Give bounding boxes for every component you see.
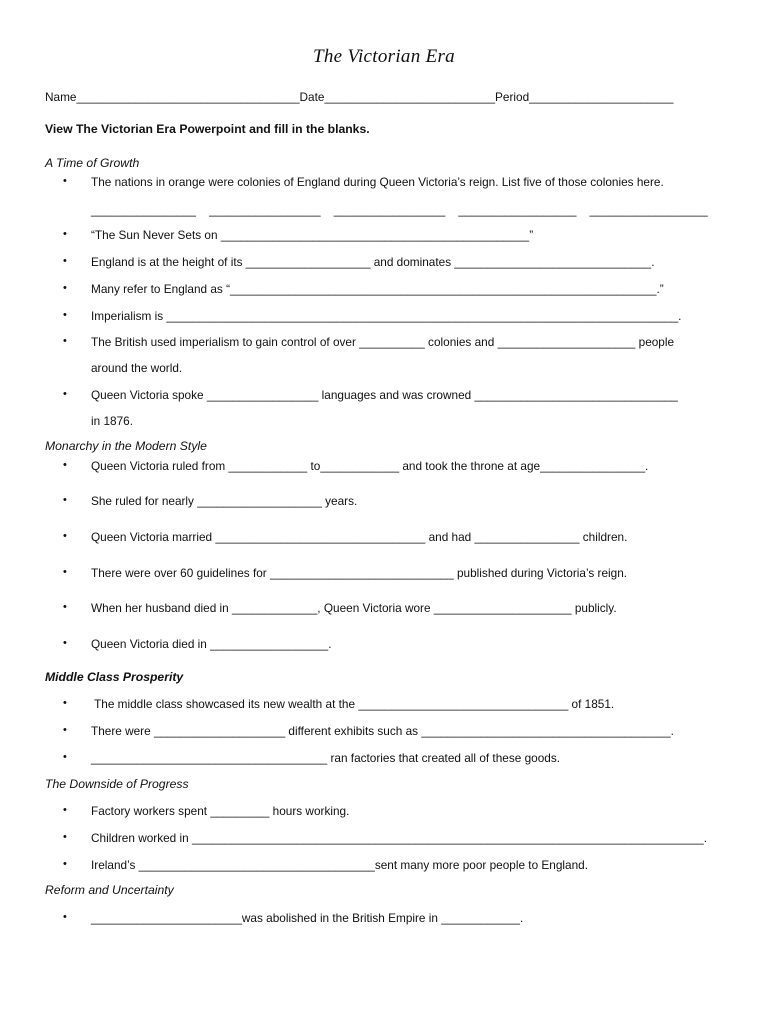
bullet: • [63,255,67,267]
item-text: Queen Victoria spoke _________________ languages and was crowned _______________________________ [91,388,678,402]
item-text: Children worked in ______________________________________________________________________________. [91,831,708,845]
bullet: • [63,566,67,578]
bullet: • [63,228,67,240]
page-title: The Victorian Era [313,46,455,67]
item-text: Imperialism is ______________________________________________________________________________. [91,309,682,323]
section-heading-reform: Reform and Uncertainty [45,883,174,897]
item-text: She ruled for nearly ___________________ years. [91,494,358,508]
bullet: • [63,911,67,923]
item-text: There were over 60 guidelines for ____________________________ published during Victoria’s reign. [91,566,628,580]
item-text: The British used imperialism to gain control of over __________ colonies and _____________________ people [91,335,675,349]
bullet: • [63,751,67,763]
item-text: _______________________was abolished in the British Empire in ____________. [91,911,524,925]
bullet: • [63,494,67,506]
item-continuation: around the world. [91,361,183,375]
section-heading-downside: The Downside of Progress [45,777,189,791]
name-date-period-line[interactable]: Name__________________________________Date__________________________Period______________________ [45,90,674,104]
colony-blanks[interactable]: ________________ _________________ _________________ __________________ __________________ [91,203,708,217]
bullet: • [63,175,67,187]
item-continuation: in 1876. [91,414,133,428]
bullet: • [63,282,67,294]
bullet: • [63,309,67,321]
section-heading-time-of-growth: A Time of Growth [45,156,140,170]
bullet: • [63,388,67,400]
section-heading-middle-class: Middle Class Prosperity [45,670,184,684]
bullet: • [63,637,67,649]
bullet: • [63,697,67,709]
item-text: The middle class showcased its new wealth at the ________________________________ of 1851. [91,697,615,711]
item-text: Many refer to England as “_________________________________________________________________.” [91,282,664,296]
bullet: • [63,335,67,347]
item-text: “The Sun Never Sets on _______________________________________________” [91,228,534,242]
bullet: • [63,858,67,870]
item-text: Queen Victoria ruled from ____________ to____________ and took the throne at age________________. [91,459,649,473]
bullet: • [63,459,67,471]
item-text: Ireland’s ____________________________________sent many more poor people to England. [91,858,588,872]
bullet: • [63,601,67,613]
item-text: England is at the height of its ___________________ and dominates ______________________________. [91,255,655,269]
item-text: There were ____________________ different exhibits such as ______________________________________. [91,724,674,738]
instructions: View The Victorian Era Powerpoint and fill in the blanks. [45,122,370,136]
item-text: Queen Victoria married ________________________________ and had ________________ children. [91,530,628,544]
item-text: The nations in orange were colonies of England during Queen Victoria’s reign. List five of those colonies here. [91,175,664,189]
bullet: • [63,831,67,843]
bullet: • [63,530,67,542]
item-text: Factory workers spent _________ hours working. [91,804,350,818]
bullet: • [63,804,67,816]
section-heading-monarchy: Monarchy in the Modern Style [45,439,207,453]
item-text: ____________________________________ ran factories that created all of these goods. [91,751,560,765]
bullet: • [63,724,67,736]
item-text: When her husband died in _____________, Queen Victoria wore _____________________ publicly. [91,601,617,615]
item-text: Queen Victoria died in __________________. [91,637,332,651]
